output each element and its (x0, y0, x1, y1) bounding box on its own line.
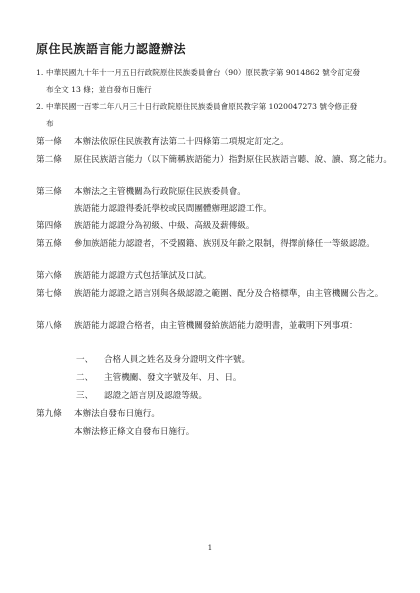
history-entry-2 (36, 98, 388, 132)
history-text-line2: 布 (46, 119, 54, 128)
article-text: 參加族語能力認證者，不受國籍、族別及年齡之限制，得擇前條任一等級認證。 (74, 239, 375, 249)
article-label: 第六條 (36, 271, 62, 281)
history-text-line1: 中華民國九十年十一月五日行政院原住民族委員會台（90）原民教字第 9014862 號令訂定發 (46, 68, 361, 77)
article-label: 第一條 (36, 137, 62, 147)
history-text-line2: 布全文 13 條；並自發布日施行 (46, 85, 152, 94)
article-label: 第九條 (36, 409, 62, 419)
article-7 (36, 286, 392, 302)
article-3-paragraph-2: 族語能力認證得委託學校或民間團體辦理認證工作。 (74, 204, 272, 214)
article-8-item-1 (76, 352, 250, 368)
page-number: 1 (207, 544, 213, 552)
article-text: 族語能力認證分為初級、中級、高級及薪傳級。 (74, 221, 255, 231)
article-label: 第二條 (36, 155, 62, 165)
history-number: 2. (36, 102, 44, 111)
article-text: 本辦法之主管機關為行政院原住民族委員會。 (74, 187, 246, 197)
history-text-line1: 中華民國一百零二年八月三十日行政院原住民族委員會原民教字第 1020047273 號令修正發 (46, 102, 358, 111)
history-entry-1 (36, 64, 388, 98)
article-3 (36, 184, 392, 200)
article-text: 原住民族語言能力（以下簡稱族語能力）指對原住民族語言聽、說、讀、寫之能力。 (74, 155, 392, 165)
article-2 (36, 152, 392, 168)
article-label: 第八條 (36, 321, 62, 331)
item-number: 二、 (76, 373, 94, 383)
article-label: 第七條 (36, 289, 62, 299)
article-label: 第五條 (36, 239, 62, 249)
item-text: 合格人員之姓名及身分證明文件字號。 (104, 355, 251, 365)
document-title: 原住民族語言能力認證辦法 (36, 42, 187, 56)
item-number: 三、 (76, 391, 94, 401)
item-text: 主管機關、發文字號及年、月、日。 (104, 373, 242, 383)
article-text: 族語能力認證合格者，由主管機關發給族語能力證明書，並載明下列事項： (74, 321, 358, 331)
article-text: 本辦法依原住民族教育法第二十四條第二項規定訂定之。 (74, 137, 289, 147)
article-label: 第三條 (36, 187, 62, 197)
item-number: 一、 (76, 355, 94, 365)
history-number: 1. (36, 68, 44, 77)
article-text: 本辦法自發布日施行。 (74, 409, 160, 419)
article-6 (36, 268, 392, 284)
article-1 (36, 134, 392, 150)
article-9-paragraph-2: 本辦法修正條文自發布日施行。 (74, 427, 195, 437)
item-text: 認證之語言別及認證等級。 (104, 391, 208, 401)
article-8 (36, 318, 392, 334)
article-8-item-3 (76, 388, 207, 404)
article-text: 族語能力認證方式包括筆試及口試。 (74, 271, 212, 281)
article-4 (36, 218, 392, 234)
article-8-item-2 (76, 370, 242, 386)
article-text: 族語能力認證之語言別與各級認證之範圍、配分及合格標準，由主管機關公告之。 (74, 289, 384, 299)
article-label: 第四條 (36, 221, 62, 231)
article-5 (36, 236, 392, 252)
article-9 (36, 406, 392, 422)
